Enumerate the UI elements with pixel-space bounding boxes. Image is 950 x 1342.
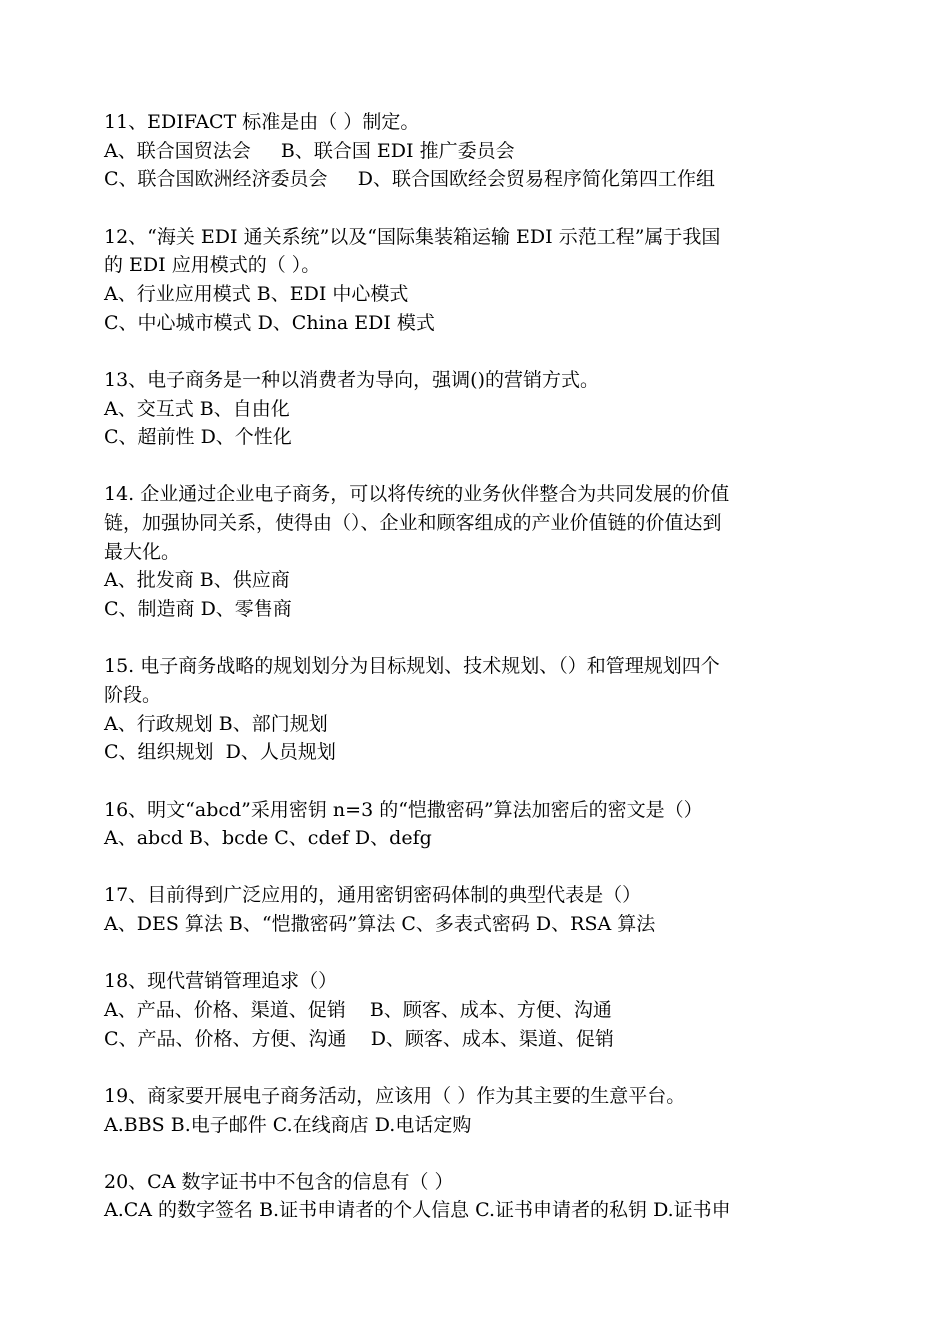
question-15	[104, 652, 864, 767]
question-stem: 链，加强协同关系，使得由（）、企业和顾客组成的产业价值链的价值达到	[104, 512, 722, 535]
question-stem: 20、CA 数字证书中不包含的信息有（ ）	[104, 1170, 454, 1193]
answer-options: A、abcd B、bcde C、cdef D、defg	[104, 827, 432, 850]
question-stem: 的 EDI 应用模式的（ ）。	[104, 254, 321, 277]
question-13	[104, 366, 864, 452]
question-20	[104, 1168, 864, 1225]
question-stem: 16、明文“abcd”采用密钥 n=3 的“恺撒密码”算法加密后的密文是（）	[104, 798, 703, 821]
question-stem: 14. 企业通过企业电子商务，可以将传统的业务伙伴整合为共同发展的价值	[104, 483, 730, 506]
answer-options: C、产品、价格、方便、沟通 D、顾客、成本、渠道、促销	[104, 1027, 614, 1050]
question-stem: 19、商家要开展电子商务活动，应该用（ ）作为其主要的生意平台。	[104, 1084, 686, 1107]
question-17	[104, 881, 864, 938]
answer-options: C、中心城市模式 D、China EDI 模式	[104, 311, 435, 334]
question-stem: 17、目前得到广泛应用的，通用密钥密码体制的典型代表是（）	[104, 884, 642, 907]
answer-options: A、行业应用模式 B、EDI 中心模式	[104, 282, 409, 305]
question-stem: 最大化。	[104, 540, 181, 563]
answer-options: A、行政规划 B、部门规划	[104, 712, 328, 735]
question-stem: 12、“海关 EDI 通关系统”以及“国际集装箱运输 EDI 示范工程”属于我国	[104, 225, 721, 248]
answer-options: A、DES 算法 B、“恺撒密码”算法 C、多表式密码 D、RSA 算法	[104, 913, 656, 936]
question-list	[104, 108, 864, 1254]
answer-options: C、组织规划 D、人员规划	[104, 741, 336, 764]
answer-options: A、批发商 B、供应商	[104, 569, 290, 592]
question-stem: 15. 电子商务战略的规划划分为目标规划、技术规划、（）和管理规划四个	[104, 655, 720, 678]
question-19	[104, 1082, 864, 1139]
question-stem: 13、电子商务是一种以消费者为导向，强调()的营销方式。	[104, 368, 600, 391]
question-18	[104, 967, 864, 1053]
answer-options: C、制造商 D、零售商	[104, 598, 292, 621]
question-14	[104, 480, 864, 623]
answer-options: A.CA 的数字签名 B.证书申请者的个人信息 C.证书申请者的私钥 D.证书申	[104, 1199, 731, 1222]
answer-options: C、联合国欧洲经济委员会 D、联合国欧经会贸易程序简化第四工作组	[104, 168, 715, 191]
answer-options: A、产品、价格、渠道、促销 B、顾客、成本、方便、沟通	[104, 999, 612, 1021]
question-stem: 18、现代营销管理追求（）	[104, 970, 338, 993]
question-12	[104, 223, 864, 338]
answer-options: A、联合国贸法会 B、联合国 EDI 推广委员会	[104, 139, 515, 162]
question-11	[104, 108, 864, 194]
question-stem: 阶段。	[104, 684, 162, 706]
answer-options: A、交互式 B、自由化	[104, 397, 290, 420]
answer-options: A.BBS B.电子邮件 C.在线商店 D.电话定购	[104, 1113, 472, 1136]
answer-options: C、超前性 D、个性化	[104, 426, 292, 449]
question-stem: 11、EDIFACT 标准是由（ ）制定。	[104, 111, 420, 133]
question-16	[104, 796, 864, 853]
